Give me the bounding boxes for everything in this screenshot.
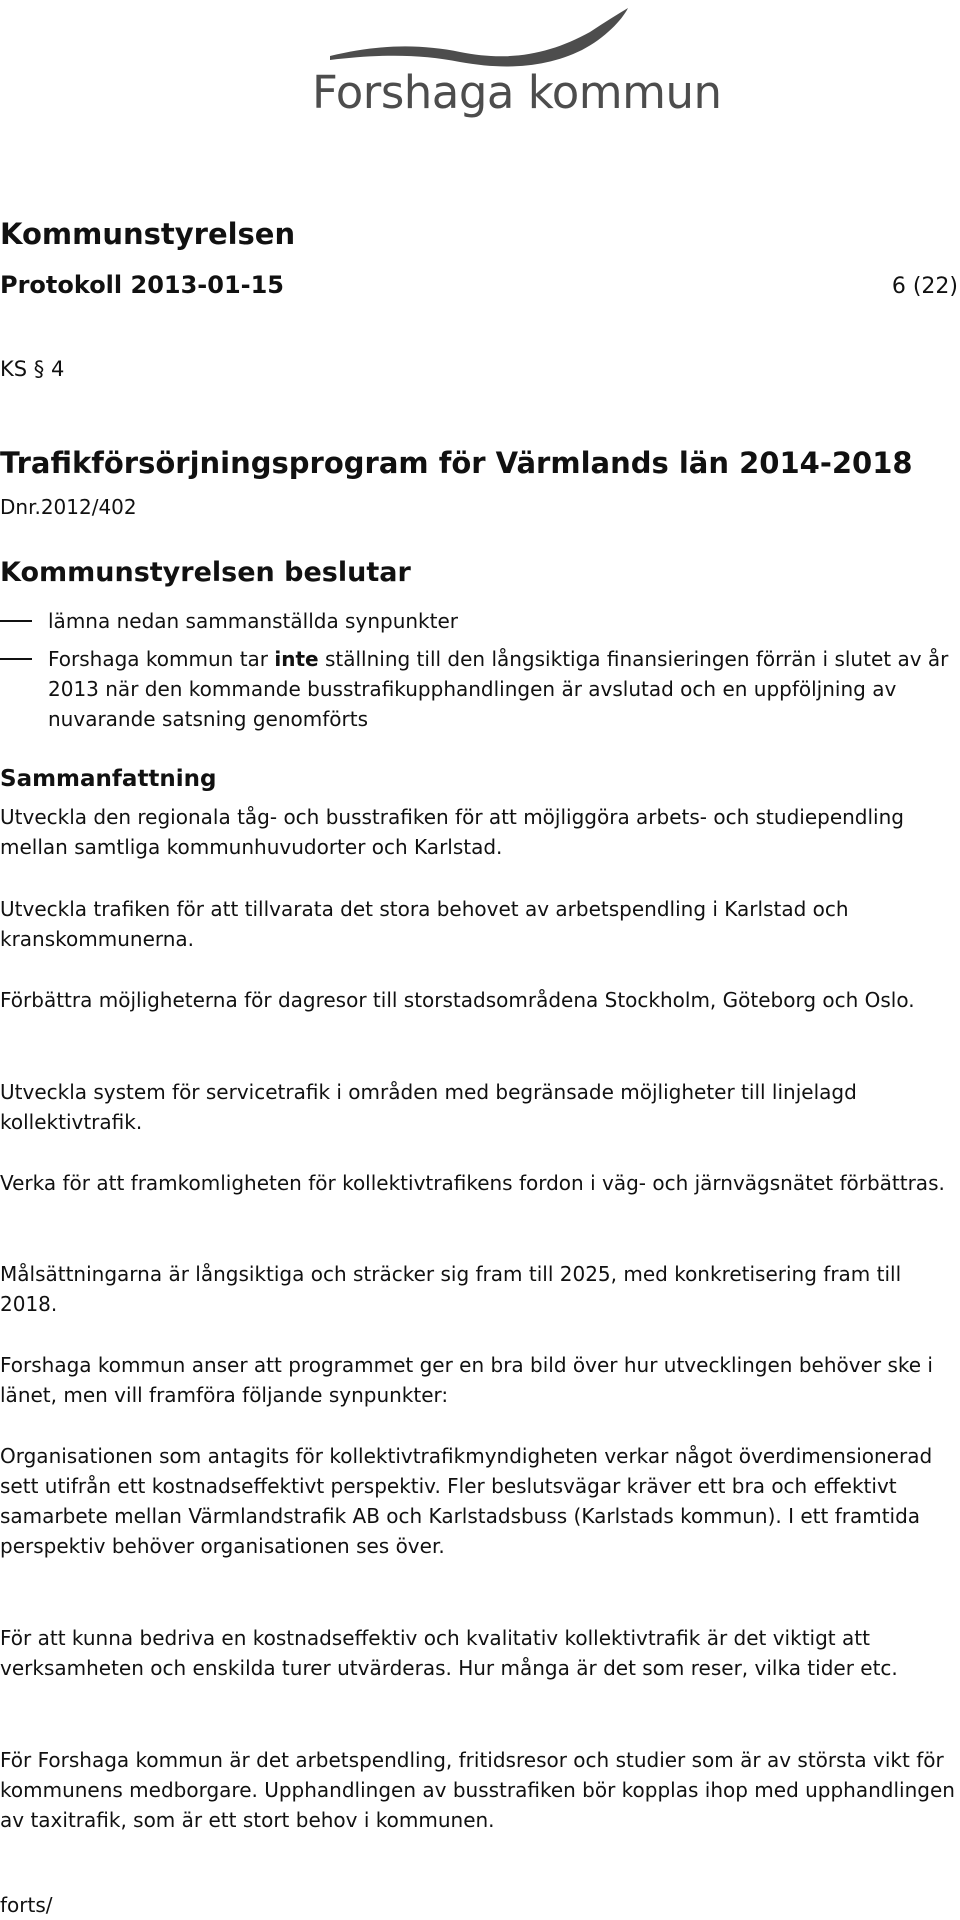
paragraph: För att kunna bedriva en kostnadseffektiv och kvalitativ kollektivtrafik är det viktigt att verksamheten och enskilda turer utvärderas. Hur många är det som reser, vilka tider etc.	[0, 1626, 898, 1680]
section-number: KS § 4	[0, 357, 65, 381]
decision-heading: Kommunstyrelsen beslutar	[0, 557, 411, 588]
summary-heading: Sammanfattning	[0, 766, 217, 792]
continued-note: forts/	[0, 1893, 53, 1917]
decision-item	[0, 606, 955, 636]
dash-bullet-icon	[0, 620, 32, 622]
org-heading: Kommunstyrelsen	[0, 217, 296, 251]
paragraph: För Forshaga kommun är det arbetspendling, fritidsresor och studier som är av största vikt för kommunens medborgare. Upphandlingen av busstrafiken bör kopplas ihop med upphandlingen av taxitrafik, som är ett stort behov i kommunen.	[0, 1748, 955, 1832]
paragraph: Förbättra möjligheterna för dagresor till storstadsområdena Stockholm, Göteborg och Oslo.	[0, 988, 915, 1012]
page-number: 6 (22)	[891, 274, 958, 299]
decision-item-text-pre: Forshaga kommun tar	[48, 647, 275, 671]
decision-item	[0, 644, 955, 734]
paragraph: Utveckla trafiken för att tillvarata det stora behovet av arbetspendling i Karlstad och kranskommunerna.	[0, 897, 849, 951]
paragraph: Utveckla system för servicetrafik i områden med begränsade möjligheter till linjelagd kollektivtrafik.	[0, 1080, 857, 1134]
logo-text: Forshaga kommun	[312, 66, 722, 119]
paragraph: Utveckla den regionala tåg- och busstrafiken för att möjliggöra arbets- och studiependling mellan samtliga kommunhuvudorter och Karlstad.	[0, 805, 904, 859]
decision-item-text-post: ställning till den långsiktiga finansieringen förrän i slutet av år 2013 när den kommande busstrafikupphandlingen är avslutad och en uppföljning av nuvarande satsning genomförts	[48, 647, 949, 731]
protocol-date: Protokoll 2013-01-15	[0, 271, 285, 299]
paragraph: Forshaga kommun anser att programmet ger en bra bild över hur utvecklingen behöver ske i länet, men vill framföra följande synpunkter:	[0, 1353, 933, 1407]
decision-item-emphasis: inte	[274, 647, 319, 671]
dnr: Dnr.2012/402	[0, 495, 137, 519]
paragraph: Organisationen som antagits för kollektivtrafikmyndigheten verkar något överdimensionerad sett utifrån ett kostnadseffektivt perspektiv. Fler beslutsvägar kräver ett bra och effektivt samarbete mellan Värmlandstrafik AB och Karlstadsbuss (Karlstads kommun). I ett framtida perspektiv behöver organisationen ses över.	[0, 1444, 933, 1558]
decision-item-text: lämna nedan sammanställda synpunkter	[48, 609, 458, 633]
logo	[300, 4, 722, 120]
dash-bullet-icon	[0, 658, 32, 660]
document-title: Trafikförsörjningsprogram för Värmlands län 2014-2018	[0, 446, 913, 480]
logo-wave-icon	[300, 4, 660, 74]
paragraph: Verka för att framkomligheten för kollektivtrafikens fordon i väg- och järnvägsnätet förbättras.	[0, 1171, 945, 1195]
paragraph: Målsättningarna är långsiktiga och sträcker sig fram till 2025, med konkretisering fram till 2018.	[0, 1262, 902, 1316]
decision-list	[0, 606, 955, 734]
